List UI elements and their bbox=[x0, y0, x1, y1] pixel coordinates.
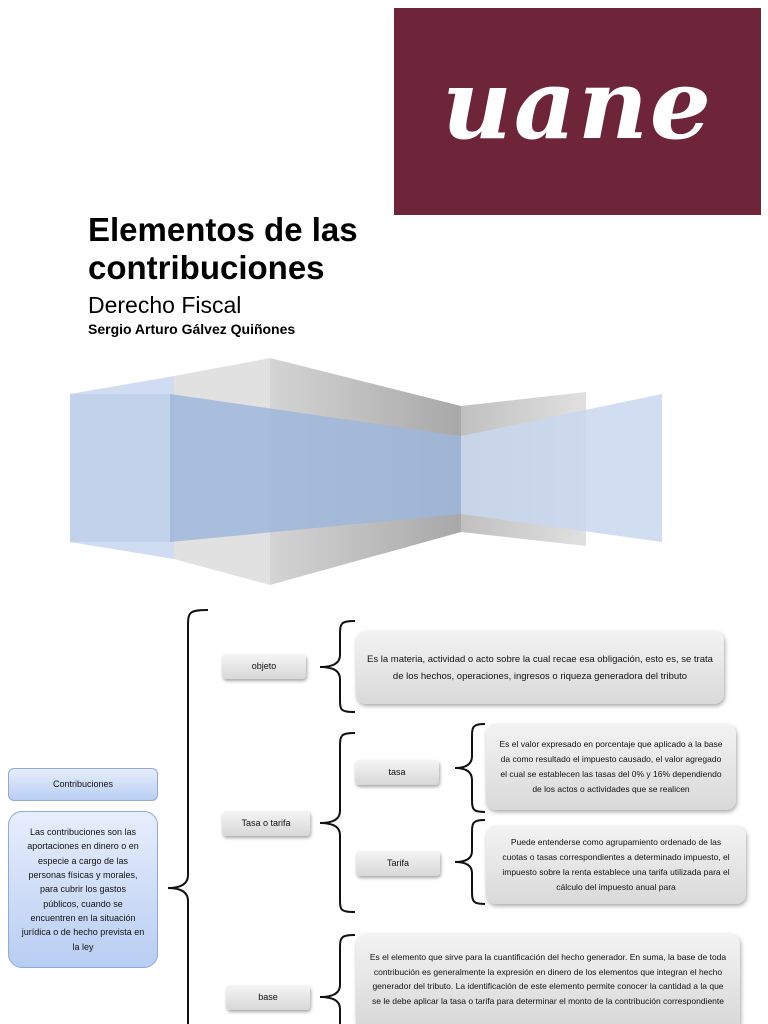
tarifa-node bbox=[356, 851, 440, 876]
base-label: base bbox=[258, 992, 278, 1002]
tasa-description-text: Es el valor expresado en porcentaje que aplicado a la base da como resultado el impuesto causado, el valor agregado el cual se establecen las tasas del 0% y 16% dependiendo de los actos o actividades que se realicen bbox=[499, 739, 723, 794]
objeto-label: objeto bbox=[251, 661, 277, 671]
tasa-o-tarifa-node bbox=[222, 811, 310, 836]
base-description bbox=[356, 934, 740, 1024]
logo-text: uane bbox=[442, 47, 713, 161]
tarifa-description-text: Puede entenderse como agrupamiento ordenado de las cuotas o tasas correspondientes a determinado impuesto, el impuesto sobre la renta establece una tarifa utilizada para el cálculo del impuesto anual para bbox=[502, 837, 730, 892]
author-name: Sergio Arturo Gálvez Quiñones bbox=[88, 321, 296, 337]
objeto-description-text: Es la materia, actividad o acto sobre la cual recae esa obligación, esto es, se trata de los hechos, operaciones, ingresos o riqueza generadora del tributo bbox=[367, 653, 713, 682]
page-subtitle: Derecho Fiscal bbox=[88, 292, 242, 318]
tarifa-description bbox=[486, 826, 746, 904]
contribuciones-definition bbox=[8, 811, 158, 968]
tasa-label: tasa bbox=[388, 767, 406, 777]
tasa-node bbox=[355, 760, 439, 785]
base-description-text: Es el elemento que sirve para la cuantificación del hecho generador. En suma, la base de toda contribución es generalmente la expresión en dinero de los elementos que integran el hecho generador del tributo. La identificación de este elemento permite conocer la cantidad a la que se le debe aplicar la tasa o tarifa para determinar el monto de la contribución correspondiente bbox=[369, 952, 727, 1006]
page-title: Elementos de las contribuciones bbox=[88, 211, 358, 286]
base-node bbox=[226, 985, 310, 1010]
objeto-description bbox=[356, 631, 724, 704]
tasa-description bbox=[486, 724, 736, 810]
tarifa-label: Tarifa bbox=[386, 858, 409, 868]
objeto-node bbox=[222, 654, 306, 679]
contribuciones-label: Contribuciones bbox=[52, 779, 114, 789]
contribuciones-definition-text: Las contribuciones son las aportaciones en dinero o en especie a cargo de las personas físicas y morales, para cubrir los gastos públicos, cuando se encuentren en la situación jurídica o de hecho prevista en la ley bbox=[21, 827, 145, 952]
tasa-o-tarifa-label: Tasa o tarifa bbox=[241, 818, 291, 828]
contribuciones-node bbox=[8, 768, 158, 801]
